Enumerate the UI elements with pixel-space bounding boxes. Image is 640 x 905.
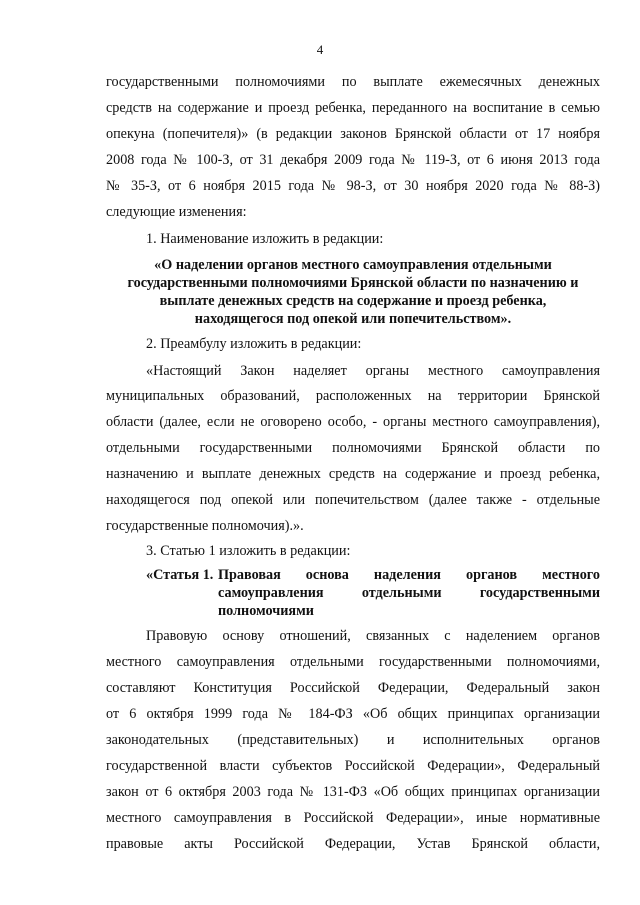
preamble-line: муниципальных образований, расположенных на территории Брянской [106,388,600,404]
intro-line: № 35-З, от 6 ноября 2015 года № 98-З, от 30 ноября 2020 года № 88-З) [106,178,600,194]
article-body-line: составляют Конституция Российской Федерации, Федеральный закон [106,680,600,696]
item-1-heading: 1. Наименование изложить в редакции: [146,231,384,247]
law-title-line: государственными полномочиями Брянской области по назначению и [127,275,579,291]
intro-line: опекуна (попечителя)» (в редакции законов Брянской области от 17 ноября [106,126,600,142]
preamble-line: отдельными государственными полномочиями Брянской области по [106,440,600,456]
preamble-line: назначению и выплате денежных средств на содержание и проезд ребенка, [106,466,600,482]
intro-line: средств на содержание и проезд ребенка, переданного на воспитание в семью [106,100,600,116]
preamble-line: находящегося под опекой или попечительством (далее также - отдельные [106,492,600,508]
intro-line: следующие изменения: [106,204,247,220]
law-title-line: находящегося под опекой или попечительством». [194,311,512,327]
preamble-line: «Настоящий Закон наделяет органы местного самоуправления [146,363,600,379]
article-heading [146,566,600,620]
preamble-line: области (далее, если не оговорено особо, - органы местного самоуправления), [106,414,600,430]
preamble-line: государственные полномочия).». [106,518,304,534]
article-body-line: законодательных (представительных) и исполнительных органов [106,732,600,748]
intro-line: государственными полномочиями по выплате ежемесячных денежных [106,74,600,90]
article-body-line: местного самоуправления отдельными государственными полномочиями, [106,654,600,670]
article-title-line: самоуправления отдельными государственными [218,585,600,601]
article-body-line: закон от 6 октября 2003 года № 131-ФЗ «Об общих принципах организации [106,784,600,800]
intro-line: 2008 года № 100-З, от 31 декабря 2009 года № 119-З, от 6 июня 2013 года [106,152,600,168]
article-body-line: местного самоуправления в Российской Федерации», иные нормативные [106,810,600,826]
article-label: «Статья 1. [146,567,214,583]
article-title-line: полномочиями [218,603,314,619]
article-title-line: Правовая основа наделения органов местного [218,567,600,583]
article-body-line: государственной власти субъектов Российской Федерации», Федеральный [106,758,600,774]
law-title-line: «О наделении органов местного самоуправления отдельными [154,257,552,273]
page-number: 4 [316,42,324,57]
article-body-line: от 6 октября 1999 года № 184-ФЗ «Об общих принципах организации [106,706,600,722]
item-3-heading: 3. Статью 1 изложить в редакции: [146,543,351,559]
item-2-heading: 2. Преамбулу изложить в редакции: [146,336,362,352]
law-title-line: выплате денежных средств на содержание и проезд ребенка, [159,293,547,309]
article-body-line: Правовую основу отношений, связанных с наделением органов [146,628,600,644]
article-body-line: правовые акты Российской Федерации, Устав Брянской области, [106,836,600,852]
